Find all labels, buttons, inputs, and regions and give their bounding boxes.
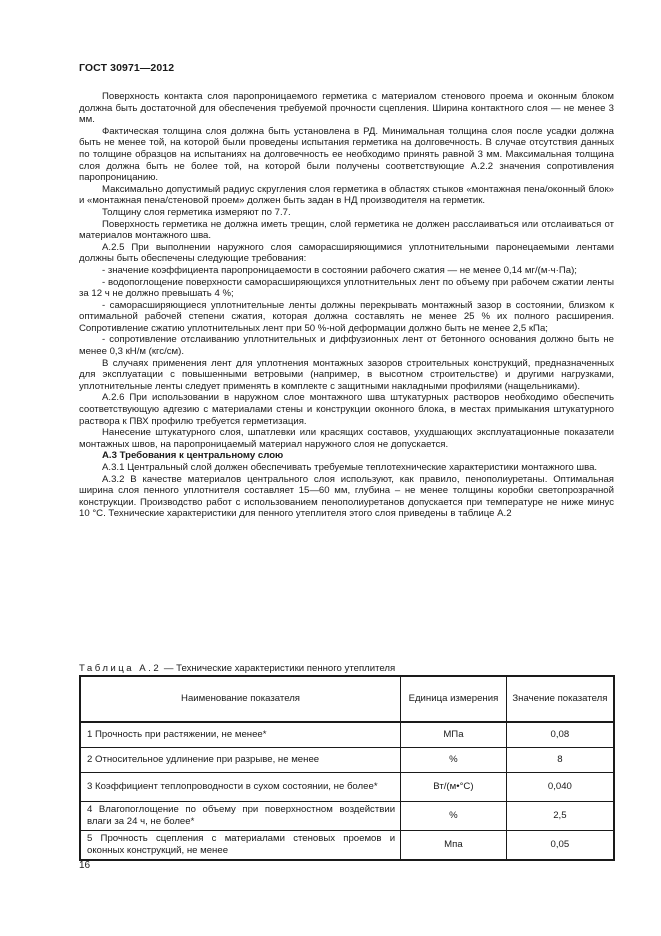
column-header-value: Значение показателя [506, 676, 614, 722]
paragraph: А.2.5 При выполнении наружного слоя саморасширяющимися уплотнительными паронецаемыми лентами должны быть обеспечены следующие требования: [79, 241, 614, 265]
column-header-name: Наименование показателя [80, 676, 401, 722]
cell-value: 0,05 [506, 831, 614, 861]
paragraph: Поверхность контакта слоя паропроницаемого герметика с материалом стенового проема и оконным блоком должна быть достаточной для обеспечения требуемой прочности сцепления. Ширина контактного слоя — не менее 3 мм. [79, 91, 614, 126]
list-item: - значение коэффициента паропроницаемости в состоянии рабочего сжатия — не менее 0,14 мг/(м·ч·Па); [102, 264, 577, 276]
list-item: - сопротивление отслаиванию уплотнительных и диффузионных лент от бетонного основания должно быть не менее 0,3 кН/м (кгс/см). [79, 334, 614, 358]
table-row [80, 802, 614, 831]
list-item: - саморасширяющиеся уплотнительные ленты должны перекрывать монтажный зазор в состоянии, близком к оптимальной рабочей степени сжатия, которая должна составлять не менее 25 % их полного расширения. Сопротивление сжатию уплотнительных лент при 50 %-ной деформации должно быть не менее 2,5 кПа; [79, 299, 614, 334]
table-caption-label: Таблица А.2 [79, 663, 162, 674]
table-header-row [80, 676, 614, 722]
body-text [79, 91, 614, 520]
list-item: - водопоглощение поверхности саморасширяющихся уплотнительных лент по объему при рабочем сжатии ленты за 12 ч не должно превышать 4 %; [79, 276, 614, 300]
cell-name: 3 Коэффициент теплопроводности в сухом состоянии, не более* [80, 773, 401, 802]
cell-name: 2 Относительное удлинение при разрыве, не менее [80, 748, 401, 773]
cell-unit: Мпа [401, 831, 507, 861]
cell-unit: % [401, 802, 507, 831]
paragraph: А.2.6 При использовании в наружном слое монтажного шва штукатурных растворов необходимо обеспечить соответствующую адгезию с материалами стены и конструкции оконного блока, в местах примыкания штукатурного раствора к ПВХ профилю требуется герметизация. [79, 392, 614, 427]
paragraph: Нанесение штукатурного слоя, шпатлевки или красящих составов, ухудшающих эксплуатационные показатели монтажных швов, на паропроницаемый материал наружного слоя не допускается. [79, 427, 614, 450]
paragraph: В случаях применения лент для уплотнения монтажных зазоров строительных конструкций, предназначенных для эксплуатации с повышенными ветровыми (например, в высотном строительстве) и другими нагрузками, уплотнительные ленты следует применять в комплекте с защитными накладными профилями (нащельниками). [79, 357, 614, 392]
column-header-unit: Единица измерения [401, 676, 507, 722]
table-caption [79, 663, 614, 674]
paragraph: Максимально допустимый радиус скругления слоя герметика в областях стыков «монтажная пена/оконный блок» и «монтажная пена/стеновой проем» должен быть задан в НД производителя на герметик. [79, 183, 614, 207]
paragraph: А.3.1 Центральный слой должен обеспечивать требуемые теплотехнические характеристики монтажного шва. [102, 462, 598, 473]
document-header: ГОСТ 30971—2012 [79, 62, 175, 74]
cell-name: 4 Влагопоглощение по объему при поверхностном воздействии влаги за 24 ч, не более* [80, 802, 401, 831]
cell-unit: Вт/(м•°С) [401, 773, 507, 802]
paragraph: Фактическая толщина слоя должна быть установлена в РД. Минимальная толщина слоя после усадки должна быть не менее той, на которой были проведены испытания герметика на долговечность. В случае отсутствия данных по толщине образцов на испытаниях на долговечность ее необходимо принять равной 3 мм. Максимальная толщина слоя должна быть не более той, на которой были получены соответствующие А.2.2 значения сопротивления паропроницанию. [79, 125, 614, 184]
table-row [80, 722, 614, 748]
cell-value: 0,08 [506, 722, 614, 748]
table-caption-text: — Технические характеристики пенного утеплителя [163, 663, 396, 674]
specs-table [79, 675, 615, 861]
cell-value: 0,040 [506, 773, 614, 802]
section-heading: А.3 Требования к центральному слою [102, 450, 284, 462]
cell-name: 5 Прочность сцепления с материалами стеновых проемов и оконных конструкций, не менее [80, 831, 401, 861]
cell-unit: % [401, 748, 507, 773]
paragraph: Толщину слоя герметика измеряют по 7.7. [102, 206, 291, 218]
table-row [80, 831, 614, 861]
cell-value: 2,5 [506, 802, 614, 831]
cell-value: 8 [506, 748, 614, 773]
cell-name: 1 Прочность при растяжении, не менее* [80, 722, 401, 748]
cell-unit: МПа [401, 722, 507, 748]
table-row [80, 773, 614, 802]
paragraph: А.3.2 В качестве материалов центрального слоя используют, как правило, пенополиуретаны. Оптимальная ширина слоя пенного уплотнителя составляет 15—60 мм, глубина – не менее толщины коробки светопрозрачной конструкции. Производство работ с использованием пенополиуретанов допускается при температуре не ниже минус 10 °С. Технические характеристики для пенного утеплителя этого слоя приведены в таблице А.2 [79, 473, 614, 520]
table-row [80, 748, 614, 773]
paragraph: Поверхность герметика не должна иметь трещин, слой герметика не должен расслаиваться или отслаиваться от материалов монтажного шва. [79, 218, 614, 242]
page-number: 16 [79, 860, 91, 871]
